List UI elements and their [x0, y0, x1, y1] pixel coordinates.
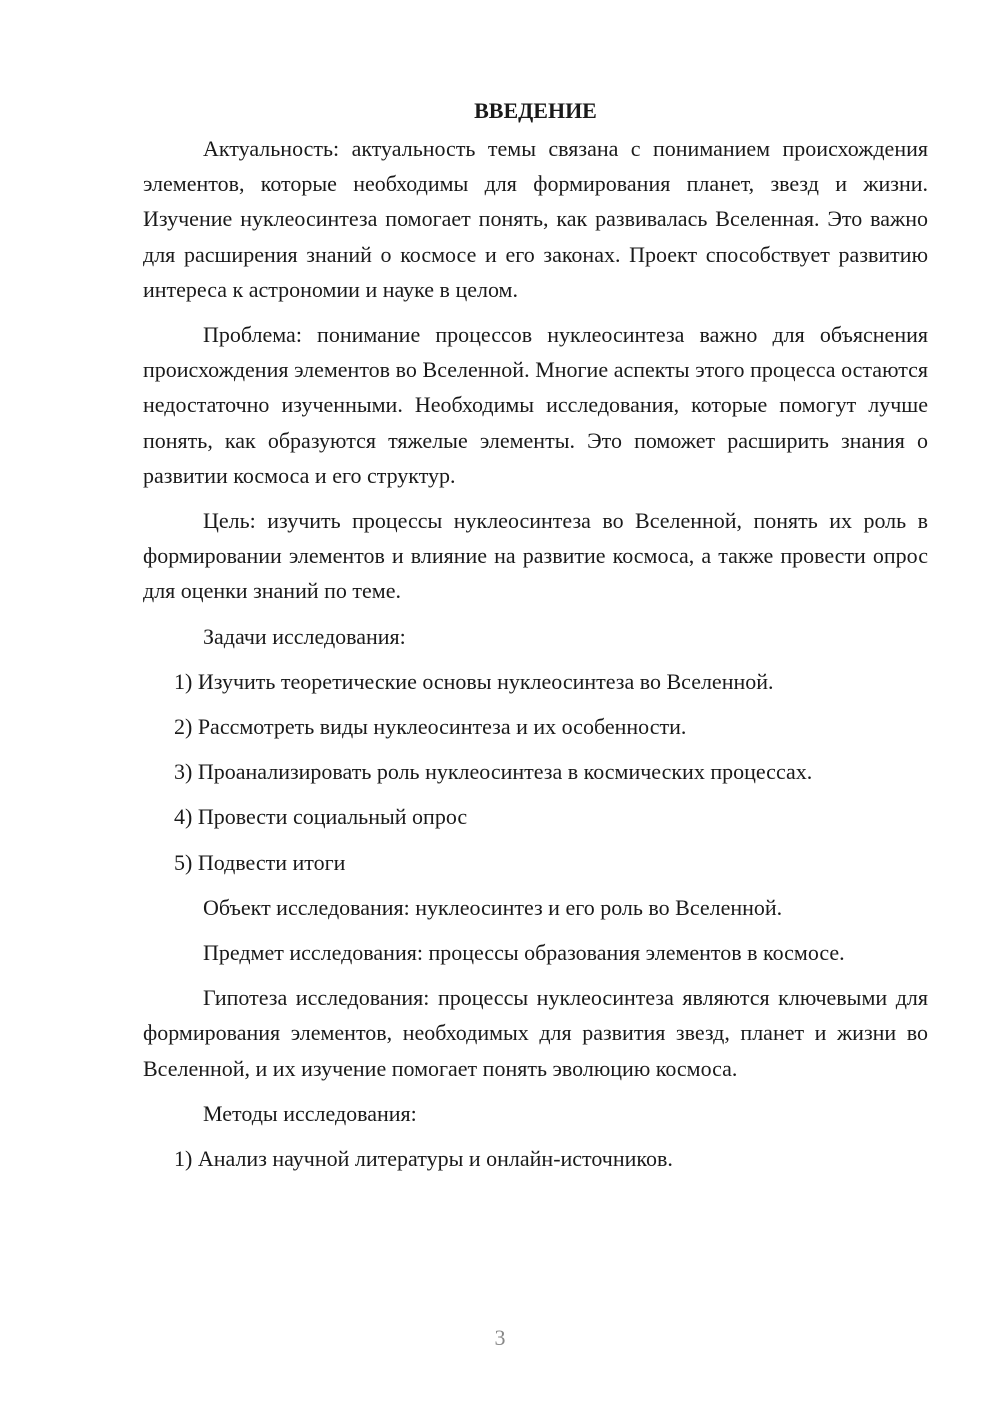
goal-paragraph: Цель: изучить процессы нуклеосинтеза во Вселенной, понять их роль в формировании элементов и влияние на развитие космоса, а также провести опрос для оценки знаний по теме. [143, 508, 928, 604]
task-item: 2) Рассмотреть виды нуклеосинтеза и их особенности. [174, 714, 687, 740]
tasks-heading: Задачи исследования: [203, 623, 406, 649]
research-subject: Предмет исследования: процессы образования элементов в космосе. [203, 940, 845, 966]
task-item: 1) Изучить теоретические основы нуклеосинтеза во Вселенной. [174, 668, 774, 694]
document-page [143, 96, 928, 1186]
section-title: ВВЕДЕНИЕ [474, 98, 597, 123]
relevance-paragraph: Актуальность: актуальность темы связана с пониманием происхождения элементов, которые необходимы для формирования планет, звезд и жизни. Изучение нуклеосинтеза помогает понять, как развивалась Вселенная. Это важно для расширения знаний о космосе и его законах. Проект способствует развитию интереса к астрономии и науке в целом. [143, 136, 928, 302]
task-item: 5) Подвести итоги [174, 849, 346, 875]
methods-list [143, 1141, 928, 1176]
tasks-list [143, 664, 928, 880]
method-item: 1) Анализ научной литературы и онлайн-источников. [174, 1146, 673, 1172]
task-item: 4) Провести социальный опрос [174, 804, 468, 830]
page-number: 3 [494, 1325, 506, 1350]
methods-heading: Методы исследования: [203, 1100, 417, 1126]
research-object: Объект исследования: нуклеосинтез и его роль во Вселенной. [203, 894, 783, 920]
problem-paragraph: Проблема: понимание процессов нуклеосинтеза важно для объяснения происхождения элементов во Вселенной. Многие аспекты этого процесса остаются недостаточно изученными. Необходимы исследования, которые помогут лучше понять, как образуются тяжелые элементы. Это поможет расширить знания о развитии космоса и его структур. [143, 322, 928, 488]
task-item: 3) Проанализировать роль нуклеосинтеза в космических процессах. [174, 759, 813, 785]
hypothesis-paragraph: Гипотеза исследования: процессы нуклеосинтеза являются ключевыми для формирования элементов, необходимых для развития звезд, планет и жизни во Вселенной, и их изучение помогает понять эволюцию космоса. [143, 985, 928, 1081]
